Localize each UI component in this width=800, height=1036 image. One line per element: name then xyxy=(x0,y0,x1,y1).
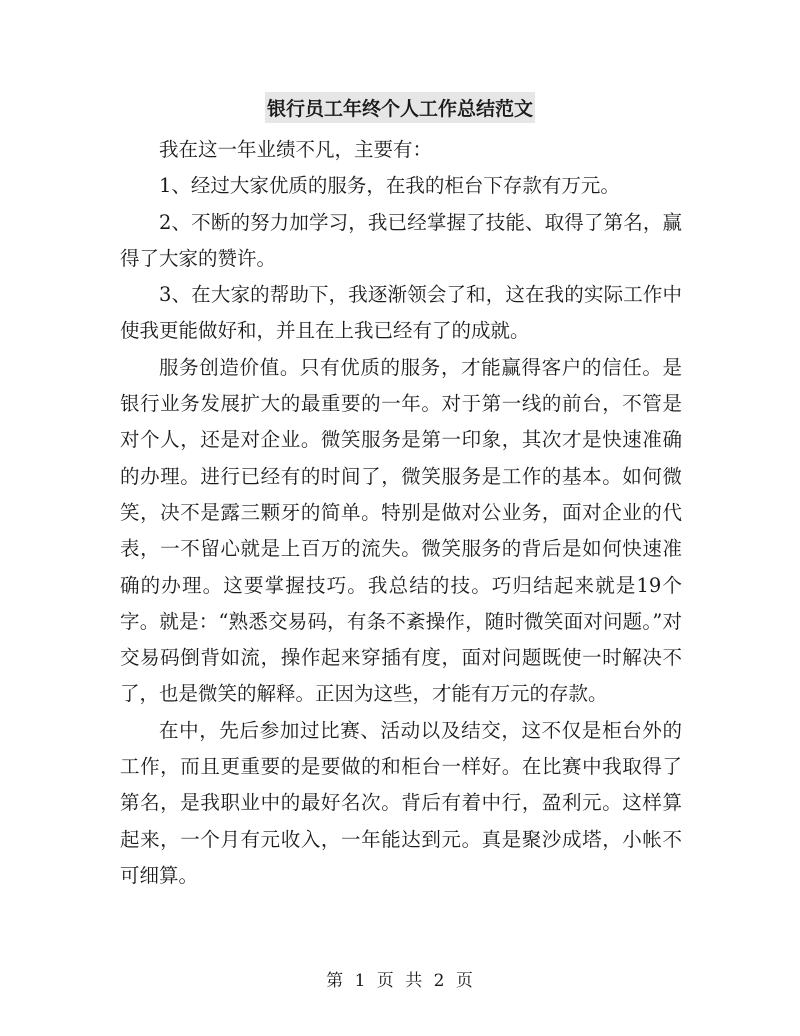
title-container xyxy=(0,92,800,123)
paragraph-service: 服务创造价值。只有优质的服务，才能赢得客户的信任。是银行业务发展扩大的最重要的一年。对于第一线的前台，不管是对个人，还是对企业。微笑服务是第一印象，其次才是快速准确的办理。进行已经有的时间了，微笑服务是工作的基本。如何微笑，决不是露三颗牙的简单。特别是做对公业务，面对企业的代表，一不留心就是上百万的流失。微笑服务的背后是如何快速准确的办理。这要掌握技巧。我总结的技。巧归结起来就是19个字。就是：“熟悉交易码，有条不紊操作，随时微笑面对问题。”对交易码倒背如流，操作起来穿插有度，面对问题既使一时解决不了，也是微笑的解释。正因为这些，才能有万元的存款。 xyxy=(120,355,682,706)
paragraph-item-2: 2、不断的努力加学习，我已经掌握了技能、取得了第名，赢得了大家的赞许。 xyxy=(120,210,682,270)
document-body xyxy=(120,132,682,894)
page-number: 第 1 页 共 2 页 xyxy=(326,971,474,991)
paragraph-item-1: 1、经过大家优质的服务，在我的柜台下存款有万元。 xyxy=(159,174,620,198)
paragraph-item-3: 3、在大家的帮助下，我逐渐领会了和，这在我的实际工作中使我更能做好和，并且在上我已经有了的成就。 xyxy=(120,283,682,343)
paragraph-activities: 在中，先后参加过比赛、活动以及结交，这不仅是柜台外的工作，而且更重要的是要做的和柜台一样好。在比赛中我取得了第名，是我职业中的最好名次。背后有着中行，盈利元。这样算起来，一个月有元收入，一年能达到元。真是聚沙成塔，小帐不可细算。 xyxy=(120,718,682,887)
document-title: 银行员工年终个人工作总结范文 xyxy=(265,92,535,123)
paragraph-intro: 我在这一年业绩不凡，主要有： xyxy=(159,138,433,161)
